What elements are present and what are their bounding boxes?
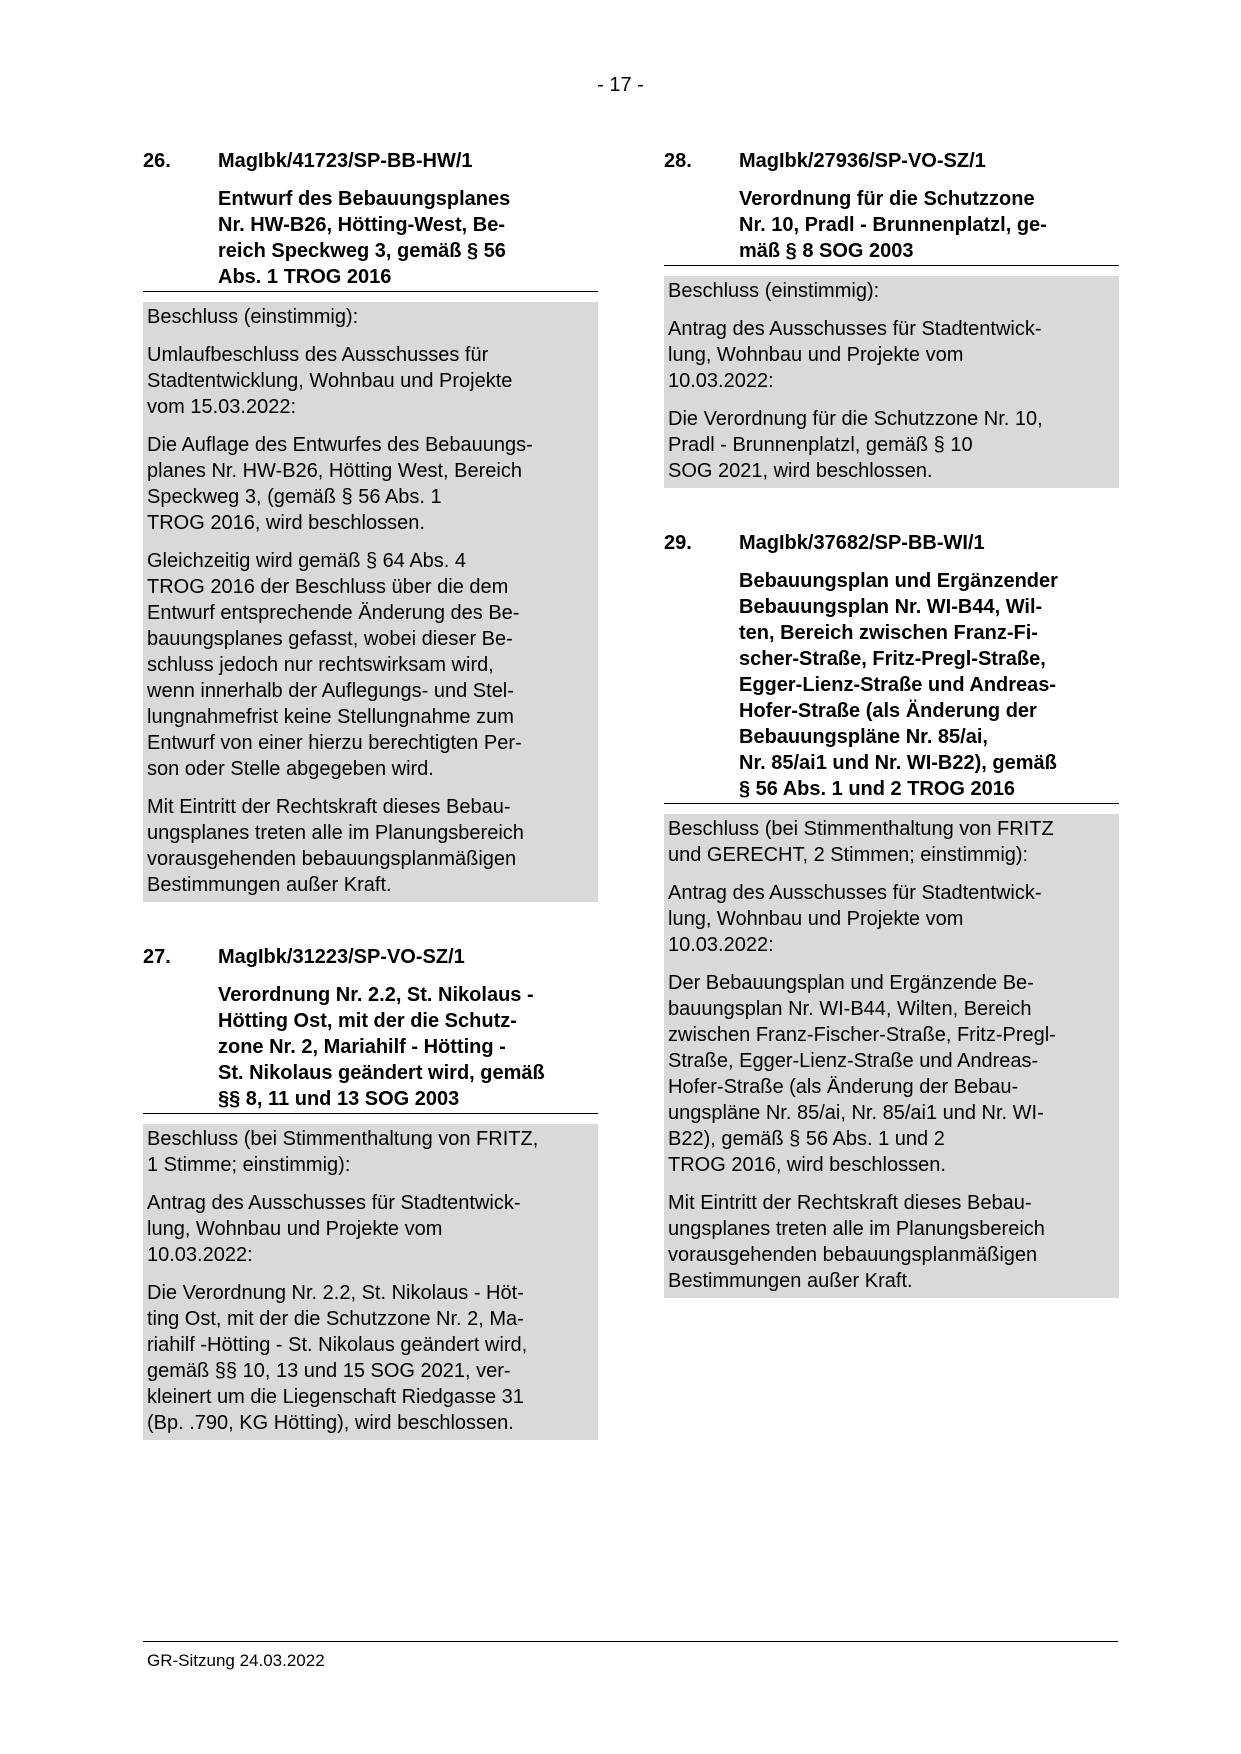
page-number: - 17 - [597, 74, 644, 96]
decision-paragraph: Mit Eintritt der Rechtskraft dieses Bebau- ungsplanes treten alle im Planungsbereich vorausgehenden bebauungsplanmäßigen Bestimmungen außer Kraft. [668, 1192, 1045, 1292]
decision-label: Beschluss (bei Stimmenthaltung von FRITZ, 1 Stimme; einstimmig): [147, 1128, 539, 1176]
agenda-item-26 [143, 148, 598, 902]
item-heading [664, 530, 1119, 556]
decision-block [143, 1124, 598, 1440]
decision-paragraph: Umlaufbeschluss des Ausschusses für Stadtentwicklung, Wohnbau und Projekte vom 15.03.2022: [147, 344, 513, 418]
agenda-item-28 [664, 148, 1119, 488]
decision-paragraph: Antrag des Ausschusses für Stadtentwick- lung, Wohnbau und Projekte vom 10.03.2022: [668, 318, 1042, 392]
item-reference-code: MagIbk/41723/SP-BB-HW/1 [218, 150, 473, 172]
decision-label: Beschluss (einstimmig): [668, 280, 880, 302]
item-subject: Verordnung Nr. 2.2, St. Nikolaus - Hötting Ost, mit der die Schutz- zone Nr. 2, Mariahilf - Hötting - St. Nikolaus geändert wird, gemäß §§ 8, 11 und 13 SOG 2003 [218, 984, 545, 1110]
decision-block [143, 302, 598, 902]
decision-label: Beschluss (bei Stimmenthaltung von FRITZ und GERECHT, 2 Stimmen; einstimmig): [668, 818, 1054, 866]
item-number: 26. [143, 150, 171, 172]
item-divider [143, 1113, 598, 1114]
decision-paragraph: Die Verordnung Nr. 2.2, St. Nikolaus - Höt- ting Ost, mit der die Schutzzone Nr. 2, Ma- riahilf -Hötting - St. Nikolaus geändert wird, gemäß §§ 10, 13 und 15 SOG 2021, ver- kleinert um die Liegenschaft Riedgasse 31 (Bp. .790, KG Hötting), wird beschlossen. [147, 1282, 528, 1434]
item-subject: Entwurf des Bebauungsplanes Nr. HW-B26, Hötting-West, Be- reich Speckweg 3, gemäß § 56 Abs. 1 TROG 2016 [218, 188, 511, 288]
item-subject: Bebauungsplan und Ergänzender Bebauungsplan Nr. WI-B44, Wil- ten, Bereich zwischen Franz-Fi- scher-Straße, Fritz-Pregl-Straße, Egger-Lienz-Straße und Andreas- Hofer-Straße (als Änderung der Bebauungspläne Nr. 85/ai, Nr. 85/ai1 und Nr. WI-B22), gemäß § 56 Abs. 1 und 2 TROG 2016 [739, 570, 1058, 800]
item-number: 28. [664, 150, 692, 172]
agenda-item-27 [143, 944, 598, 1440]
item-subject: Verordnung für die Schutzzone Nr. 10, Pradl - Brunnenplatzl, ge- mäß § 8 SOG 2003 [739, 188, 1047, 262]
item-divider [664, 265, 1119, 266]
decision-paragraph: Gleichzeitig wird gemäß § 64 Abs. 4 TROG 2016 der Beschluss über die dem Entwurf entsprechende Änderung des Be- bauungsplanes gefasst, wobei dieser Be- schluss jedoch nur rechtswirksam wird, wenn innerhalb der Auflegungs- und Stel- lungnahmefrist keine Stellungnahme zum Entwurf von einer hierzu berechtigten Per- son oder Stelle abgegeben wird. [147, 550, 522, 780]
item-divider [664, 803, 1119, 804]
decision-paragraph: Antrag des Ausschusses für Stadtentwick- lung, Wohnbau und Projekte vom 10.03.2022: [147, 1192, 521, 1266]
decision-paragraph: Die Verordnung für die Schutzzone Nr. 10, Pradl - Brunnenplatzl, gemäß § 10 SOG 2021, wird beschlossen. [668, 408, 1043, 482]
footer-divider [143, 1641, 1118, 1642]
footer-session-date: GR-Sitzung 24.03.2022 [147, 1651, 325, 1670]
decision-paragraph: Die Auflage des Entwurfes des Bebauungs- planes Nr. HW-B26, Hötting West, Bereich Speckweg 3, (gemäß § 56 Abs. 1 TROG 2016, wird beschlossen. [147, 434, 533, 534]
decision-paragraph: Antrag des Ausschusses für Stadtentwick- lung, Wohnbau und Projekte vom 10.03.2022: [668, 882, 1042, 956]
decision-paragraph: Mit Eintritt der Rechtskraft dieses Bebau- ungsplanes treten alle im Planungsbereich vorausgehenden bebauungsplanmäßigen Bestimmungen außer Kraft. [147, 796, 524, 896]
decision-paragraph: Der Bebauungsplan und Ergänzende Be- bauungsplan Nr. WI-B44, Wilten, Bereich zwischen Franz-Fischer-Straße, Fritz-Pregl- Straße, Egger-Lienz-Straße und Andreas- Hofer-Straße (als Änderung der Bebau- ungspläne Nr. 85/ai, Nr. 85/ai1 und Nr. WI- B22), gemäß § 56 Abs. 1 und 2 TROG 2016, wird beschlossen. [668, 972, 1056, 1176]
decision-block [664, 276, 1119, 488]
item-heading [143, 944, 598, 970]
item-heading [143, 148, 598, 174]
item-heading [664, 148, 1119, 174]
item-reference-code: MagIbk/37682/SP-BB-WI/1 [739, 532, 985, 554]
item-reference-code: MagIbk/27936/SP-VO-SZ/1 [739, 150, 986, 172]
right-column [664, 148, 1119, 1340]
item-reference-code: MagIbk/31223/SP-VO-SZ/1 [218, 946, 465, 968]
decision-block [664, 814, 1119, 1298]
agenda-item-29 [664, 530, 1119, 1298]
item-number: 29. [664, 532, 692, 554]
item-number: 27. [143, 946, 171, 968]
item-divider [143, 291, 598, 292]
decision-label: Beschluss (einstimmig): [147, 306, 359, 328]
left-column [143, 148, 598, 1482]
